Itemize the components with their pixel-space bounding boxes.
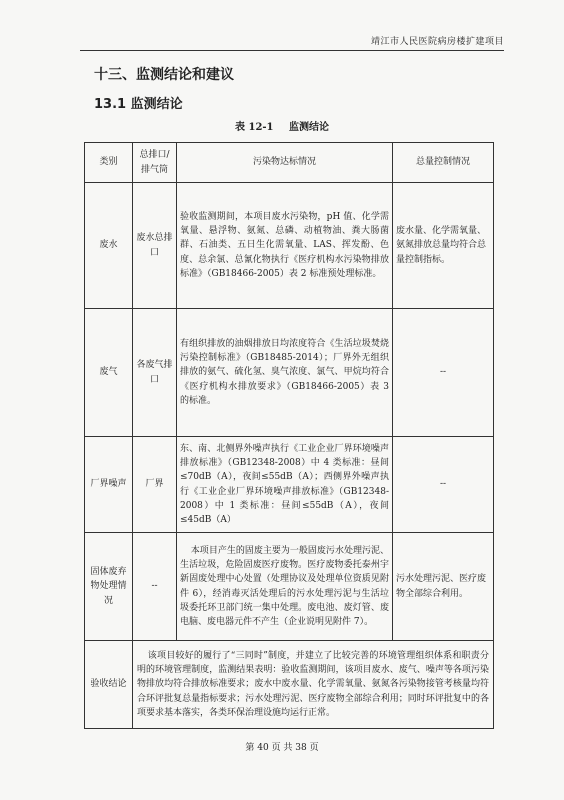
monitoring-conclusion-table xyxy=(84,142,494,729)
row-standard: 东、南、北侧界外噪声执行《工业企业厂界环境噪声排放标准》（GB12348-2008）中 4 类标准：昼间≤70dB（A），夜间≤55dB（A）；西侧界外噪声执行《工业企业厂界环境噪声排放标准》（GB12348-2008）中 1 类标准：昼间≤55dB（A），夜间≤45dB（A） xyxy=(177,437,393,533)
row-standard: 验收监测期间，本项目废水污染物，pH 值、化学需氧量、悬浮物、氨氮、总磷、动植物油、粪大肠菌群、石油类、五日生化需氧量、LAS、挥发酚、色度、总余氯、总氰化物执行《医疗机构水污染物排放标准》（GB18466-2005）表 2 标准预处理标准。 xyxy=(177,183,393,309)
row-outlet: 各废气排口 xyxy=(133,309,177,437)
page-header xyxy=(80,34,504,51)
row-quota: 废水量、化学需氧量、氨氮排放总量均符合总量控制指标。 xyxy=(393,183,494,309)
row-category: 废水 xyxy=(85,183,133,309)
header-standard: 污染物达标情况 xyxy=(177,143,393,183)
row-outlet: 厂界 xyxy=(133,437,177,533)
header-quota: 总量控制情况 xyxy=(393,143,494,183)
row-quota: 污水处理污泥、医疗废物全部综合利用。 xyxy=(393,533,494,641)
table-row-wastewater xyxy=(85,183,494,309)
table-row-solid-waste xyxy=(85,533,494,641)
header-outlet: 总排口/排气筒 xyxy=(133,143,177,183)
table-row-boundary-noise xyxy=(85,437,494,533)
row-quota: -- xyxy=(393,309,494,437)
row-category: 废气 xyxy=(85,309,133,437)
row-outlet: -- xyxy=(133,533,177,641)
page-footer xyxy=(0,740,564,753)
row-category: 固体废弃物处理情况 xyxy=(85,533,133,641)
row-standard: 本项目产生的固废主要为一般固废污水处理污泥、生活垃圾，危险固废医疗废物。医疗废物委托泰州宇新固废处理中心处置（处理协议及处理单位资质见附件 6），经消毒灭活处理后的污水处理污泥与生活垃圾委托环卫部门统一集中处理。废电池、废灯管、废电脑、废电器元件不产生（企业说明见附件 7）。 xyxy=(177,533,393,641)
row-category: 厂界噪声 xyxy=(85,437,133,533)
subsection-title: 13.1 监测结论 xyxy=(94,97,183,112)
row-quota: -- xyxy=(393,437,494,533)
table-header-row xyxy=(85,143,494,183)
table-row-exhaust-gas xyxy=(85,309,494,437)
table-row-conclusion xyxy=(85,641,494,729)
project-title: 靖江市人民医院病房楼扩建项目 xyxy=(370,37,504,47)
table-caption xyxy=(0,118,564,133)
row-outlet: 废水总排口 xyxy=(133,183,177,309)
table-title: 监测结论 xyxy=(289,122,329,133)
section-title: 十三、监测结论和建议 xyxy=(94,67,234,83)
header-category: 类别 xyxy=(85,143,133,183)
table-number: 表 12-1 xyxy=(235,122,274,133)
row-standard: 有组织排放的油烟排放日均浓度符合《生活垃圾焚烧污染控制标准》（GB18485-2014）；厂界外无组织排放的氨气、硫化氢、臭气浓度、氯气、甲烷均符合《医疗机构水排放要求》（GB18466-2005）表 3 的标准。 xyxy=(177,309,393,437)
conclusion-text: 该项目较好的履行了“三同时”制度，并建立了比较完善的环境管理组织体系和职责分明的环境管理制度，监测结果表明：验收监测期间，该项目废水、废气、噪声等各项污染物排放均符合排放标准要求；废水中废水量、化学需氧量、氨氮各污染物接管考核量均符合环评批复总量指标要求；污水处理污泥、医疗废物全部综合利用；同时环评批复中的各项要求基本落实，各类环保治理设施均运行正常。 xyxy=(133,641,494,729)
page-number: 第 40 页 共 38 页 xyxy=(245,743,319,753)
conclusion-label: 验收结论 xyxy=(85,641,133,729)
